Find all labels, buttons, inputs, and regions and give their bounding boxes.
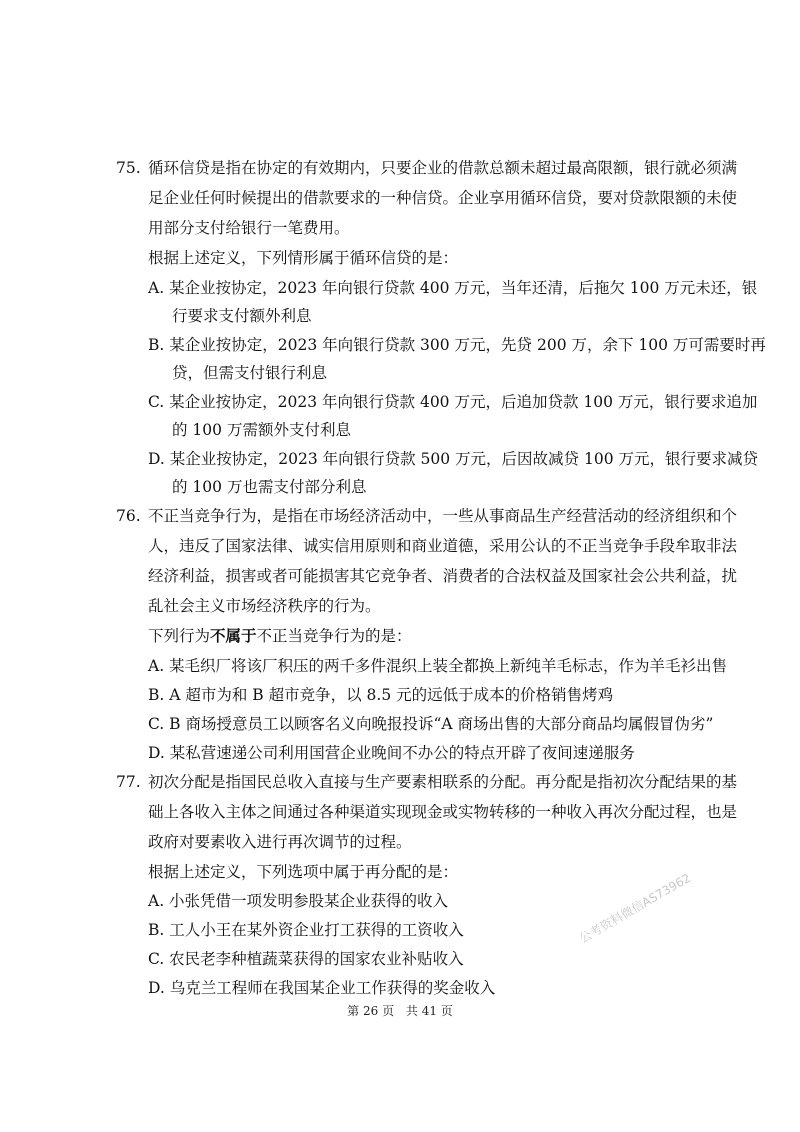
option-c: C. 某企业按协定，2023 年向银行贷款 400 万元，后追加贷款 100 万元，银行要求追加 <box>148 393 758 411</box>
option-b: B. 工人小王在某外资企业打工获得的工资收入 <box>148 921 464 939</box>
question-prompt: 根据上述定义，下列选项中属于再分配的是： <box>148 863 459 881</box>
page-footer <box>0 1002 800 1019</box>
prompt-emphasis: 不属于 <box>210 626 257 645</box>
option-d: D. 某企业按协定，2023 年向银行贷款 500 万元，后因故减贷 100 万元，银行要求减贷 <box>148 450 758 468</box>
question-stem-line: 人，违反了国家法律、诚实信用原则和商业道德，采用公认的不正当竞争手段牟取非法 <box>148 537 738 555</box>
page-total: 共 41 页 <box>405 1004 453 1018</box>
page-number: 第 26 页 <box>347 1004 395 1018</box>
question-prompt: 根据上述定义，下列情形属于循环信贷的是： <box>148 249 459 267</box>
option-a: A. 某企业按协定，2023 年向银行贷款 400 万元，当年还清，后拖欠 100 万元未还，银 <box>148 279 758 297</box>
option-d: D. 某私营速递公司利用国营企业晚间不办公的特点开辟了夜间速递服务 <box>148 744 635 762</box>
question-stem-line: 经济利益，损害或者可能损害其它竞争者、消费者的合法权益及国家社会公共利益，扰 <box>148 567 738 585</box>
question-stem-line: 足企业任何时候提出的借款要求的一种信贷。企业享用循环信贷，要对贷款限额的未使 <box>148 189 738 207</box>
option-a: A. 小张凭借一项发明参股某企业获得的收入 <box>148 892 449 910</box>
question-stem-line: 础上各收入主体之间通过各种渠道实现现金或实物转移的一种收入再次分配过程，也是 <box>148 803 738 821</box>
option-b: B. 某企业按协定，2023 年向银行贷款 300 万元，先贷 200 万，余下 100 万可需要时再 <box>148 336 766 354</box>
question-stem-line: 初次分配是指国民总收入直接与生产要素相联系的分配。再分配是指初次分配结果的基 <box>148 773 738 791</box>
option-b-cont: 贷，但需支付银行利息 <box>172 364 328 382</box>
question-number: 75. <box>116 159 141 177</box>
prompt-pre: 下列行为 <box>148 627 211 645</box>
option-c: C. 农民老李种植蔬菜获得的国家农业补贴收入 <box>148 950 464 968</box>
question-stem-line: 循环信贷是指在协定的有效期内，只要企业的借款总额未超过最高限额，银行就必须满 <box>148 159 738 177</box>
prompt-post: 不正当竞争行为的是： <box>256 627 412 645</box>
question-stem-line: 乱社会主义市场经济秩序的行为。 <box>148 597 381 615</box>
option-c-cont: 的 100 万需额外支付利息 <box>172 421 351 439</box>
question-stem-line: 用部分支付给银行一笔费用。 <box>148 219 350 237</box>
option-d: D. 乌克兰工程师在我国某企业工作获得的奖金收入 <box>148 979 496 997</box>
question-number: 76. <box>116 507 141 525</box>
question-prompt <box>148 626 412 646</box>
option-b: B. A 超市为和 B 超市竞争，以 8.5 元的远低于成本的价格销售烤鸡 <box>148 686 614 704</box>
question-number: 77. <box>116 773 141 791</box>
option-a: A. 某毛织厂将该厂积压的两千多件混织上装全都换上新纯羊毛标志，作为羊毛衫出售 <box>148 657 728 675</box>
option-c: C. B 商场授意员工以顾客名义向晚报投诉“A 商场出售的大部分商品均属假冒伪劣” <box>148 715 714 733</box>
question-stem-line: 不正当竞争行为，是指在市场经济活动中，一些从事商品生产经营活动的经济组织和个 <box>148 507 738 525</box>
option-a-cont: 行要求支付额外利息 <box>172 307 312 325</box>
question-stem-line: 政府对要素收入进行再次调节的过程。 <box>148 833 412 851</box>
option-d-cont: 的 100 万也需支付部分利息 <box>172 478 367 496</box>
watermark-text: 公考资料微信AS73962 <box>577 870 694 946</box>
